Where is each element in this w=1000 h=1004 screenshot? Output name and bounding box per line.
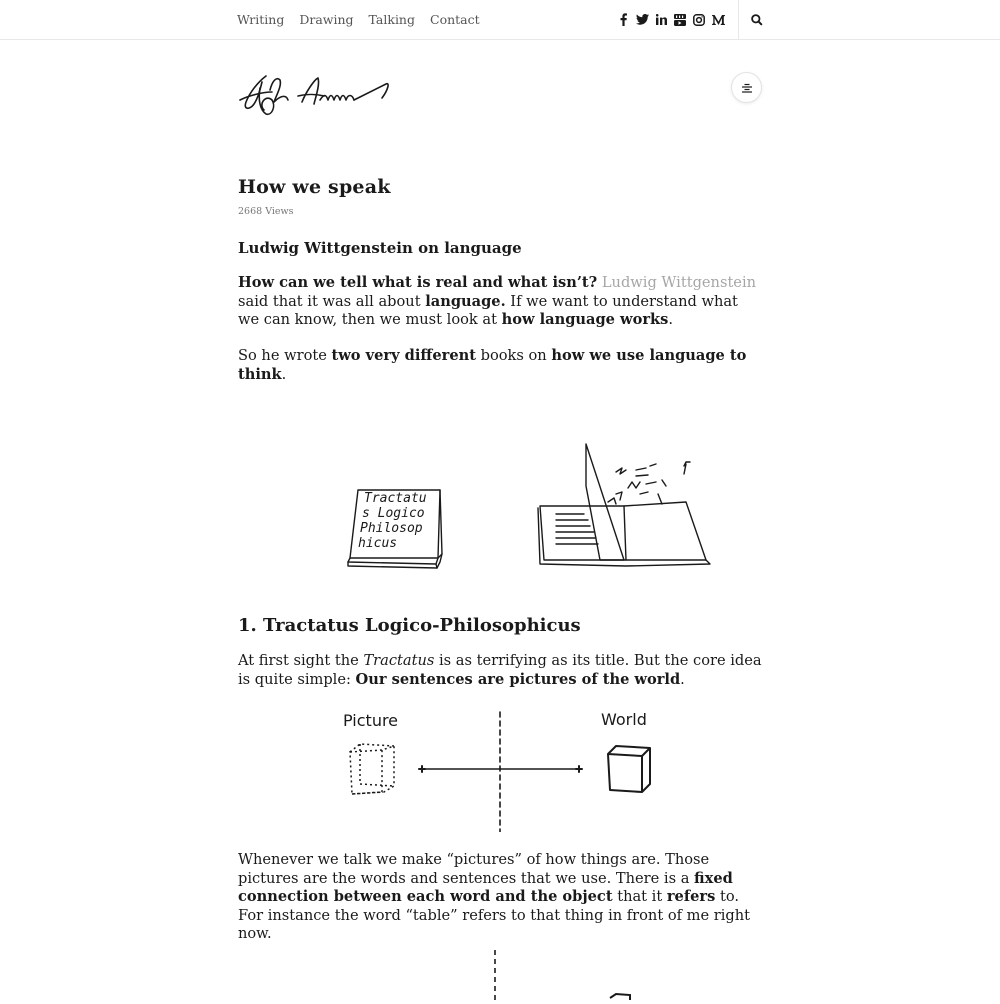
nav-writing[interactable]: Writing: [237, 12, 285, 27]
paragraph-two-books: [238, 347, 762, 384]
medium-icon[interactable]: [711, 12, 725, 27]
site-logo[interactable]: [236, 70, 396, 122]
diagram-label-world: World: [601, 710, 647, 729]
menu-icon: [741, 83, 753, 93]
main-nav: [237, 12, 480, 28]
books-illustration: [340, 436, 720, 576]
divider: [738, 0, 739, 39]
text: is as terrifying as its title. But the core idea is quite simple:: [238, 652, 762, 688]
paragraph-tractatus: [238, 652, 762, 689]
nav-contact[interactable]: Contact: [430, 12, 480, 27]
book-cover-line: Tractatu: [364, 491, 427, 506]
text-bold: fixed connection between each word and the object: [238, 869, 733, 906]
menu-button[interactable]: [731, 72, 762, 103]
picture-world-diagram: [330, 706, 670, 832]
text: that it: [612, 888, 667, 906]
search-icon[interactable]: [748, 11, 766, 29]
text: said that it was all about: [238, 292, 426, 310]
text: books on: [475, 347, 552, 364]
text-italic: Tractatus: [363, 652, 435, 669]
text-bold: Our sentences are pictures of the world: [355, 670, 681, 688]
next-illustration: [480, 946, 640, 1000]
instagram-icon[interactable]: [692, 12, 706, 27]
youtube-icon[interactable]: [673, 12, 687, 27]
page-title: How we speak: [238, 176, 391, 198]
text-bold: how we use language to think: [238, 347, 747, 383]
text: to. For instance the word “table” refers to that thing in front of me right now.: [238, 888, 751, 943]
text: If we want to understand what we can know, then we must look at: [238, 292, 738, 329]
facebook-icon[interactable]: [616, 12, 630, 27]
top-bar: [0, 0, 1000, 40]
social-links: [616, 12, 725, 27]
book-cover-line: Philosop: [360, 521, 423, 536]
text-bold: refers: [666, 888, 716, 906]
wittgenstein-link[interactable]: Ludwig Wittgenstein: [601, 274, 757, 291]
text: Whenever we talk we make “pictures” of how things are. Those pictures are the words and sentences that we use. There is a: [238, 851, 710, 887]
text-bold: language.: [425, 292, 506, 310]
book-cover-line: hicus: [358, 536, 398, 551]
nav-drawing[interactable]: Drawing: [299, 12, 354, 27]
text: .: [668, 311, 674, 329]
paragraph-intro: [238, 274, 762, 330]
text-bold: two very different: [331, 347, 476, 364]
nav-talking[interactable]: Talking: [368, 12, 415, 27]
text: At first sight the: [238, 652, 364, 669]
text: .: [680, 670, 685, 688]
text: .: [281, 365, 287, 383]
text: So he wrote: [238, 347, 332, 364]
paragraph-pictures: [238, 851, 762, 944]
section-heading: 1. Tractatus Logico-Philosophicus: [238, 615, 581, 636]
linkedin-icon[interactable]: [654, 12, 668, 27]
text-bold: How can we tell what is real and what isn’t?: [238, 274, 598, 291]
text-bold: how language works: [501, 311, 669, 329]
book-cover-line: s Logico: [362, 506, 425, 521]
twitter-icon[interactable]: [635, 12, 649, 27]
view-count: 2668 Views: [238, 206, 294, 217]
diagram-label-picture: Picture: [343, 711, 399, 730]
article-subtitle: Ludwig Wittgenstein on language: [238, 239, 522, 257]
